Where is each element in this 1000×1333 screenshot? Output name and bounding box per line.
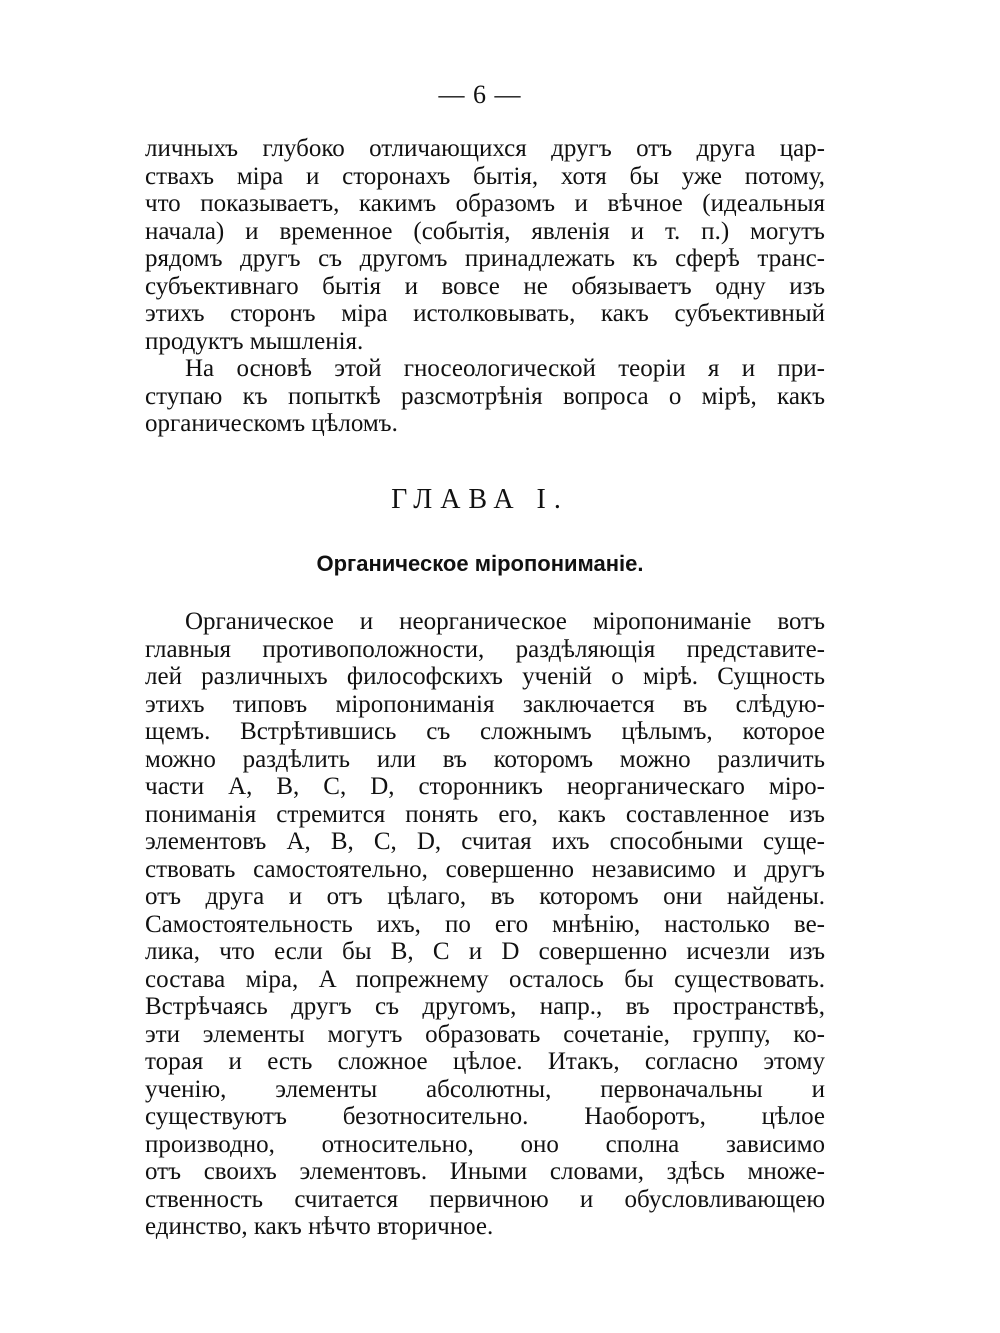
text-line: Органическое и неорганическое міропониманіе вотъ bbox=[185, 608, 825, 635]
text-line: торая и есть сложное цѣлое. Итакъ, согласно этому bbox=[145, 1048, 825, 1075]
text-line: Встрѣчаясь другъ съ другомъ, напр., въ пространствѣ, bbox=[145, 993, 825, 1020]
text-line: производно, относительно, оно сполна зависимо bbox=[145, 1130, 825, 1158]
text-line: ственность считается первичною и обусловливающею bbox=[145, 1185, 825, 1213]
text-line: начала) и временное (событія, явленія и т. п.) могутъ bbox=[145, 217, 825, 245]
text-line: можно раздѣлить или въ которомъ можно различить bbox=[145, 745, 825, 773]
text-line: ствовать самостоятельно, совершенно независимо и другъ bbox=[145, 855, 825, 883]
text-line: главныя противоположности, раздѣляющія представите- bbox=[145, 635, 825, 663]
text-line: щемъ. Встрѣтившись съ сложнымъ цѣлымъ, которое bbox=[145, 718, 825, 745]
text-line: лика, что если бы B, C и D совершенно исчезли изъ bbox=[145, 938, 825, 965]
text-line: рядомъ другъ съ другомъ принадлежать къ сферѣ транс- bbox=[145, 245, 825, 272]
text-line: существуютъ безотносительно. Наоборотъ, цѣлое bbox=[145, 1103, 825, 1130]
text-line: органическомъ цѣломъ. bbox=[145, 410, 398, 437]
chapter-subtitle: Органическое міропониманіе. bbox=[316, 551, 644, 576]
text-line: ствахъ міра и сторонахъ бытія, хотя бы уже потому, bbox=[145, 162, 825, 190]
text-line: отъ друга и отъ цѣлаго, въ которомъ они найдены. bbox=[145, 883, 825, 910]
text-line: что показываетъ, какимъ образомъ и вѣчное (идеальныя bbox=[145, 190, 825, 217]
text-line: единство, какъ нѣчто вторичное. bbox=[145, 1213, 494, 1240]
text-line: части A, B, C, D, сторонникъ неорганическаго міро- bbox=[145, 773, 825, 800]
text-line: продуктъ мышленія. bbox=[145, 327, 364, 355]
text-line: отъ своихъ элементовъ. Иными словами, здѣсь множе- bbox=[145, 1158, 825, 1185]
chapter-heading: ГЛАВА I. bbox=[391, 484, 569, 515]
chapter-text-block bbox=[145, 608, 825, 1241]
text-line: этихъ типовъ міропониманія заключается въ слѣдую- bbox=[145, 690, 825, 718]
text-line: Самостоятельность ихъ, по его мнѣнію, настолько ве- bbox=[145, 910, 825, 938]
text-line: лей различныхъ философскихъ ученій о мірѣ. Сущность bbox=[145, 663, 825, 690]
text-line: личныхъ глубоко отличающихся другъ отъ друга цар- bbox=[145, 135, 825, 162]
text-line: ступаю къ попыткѣ разсмотрѣнія вопроса о мірѣ, какъ bbox=[145, 382, 825, 410]
text-line: На основѣ этой гносеологической теоріи я и при- bbox=[185, 355, 825, 382]
intro-text-block bbox=[145, 135, 825, 438]
text-line: элементовъ A, B, C, D, считая ихъ способными суще- bbox=[145, 828, 825, 855]
text-line: состава міра, A попрежнему осталось бы существовать. bbox=[145, 965, 825, 993]
text-line: эти элементы могутъ образовать сочетаніе, группу, ко- bbox=[145, 1020, 825, 1048]
text-line: пониманія стремится понять его, какъ составленное изъ bbox=[145, 800, 825, 828]
text-line: этихъ сторонъ міра истолковывать, какъ субъективный bbox=[145, 300, 825, 327]
text-line: ученію, элементы абсолютны, первоначальны и bbox=[145, 1075, 825, 1103]
text-line: субъективнаго бытія и вовсе не обязываетъ одну изъ bbox=[145, 272, 825, 300]
page-number: — 6 — bbox=[438, 80, 522, 109]
